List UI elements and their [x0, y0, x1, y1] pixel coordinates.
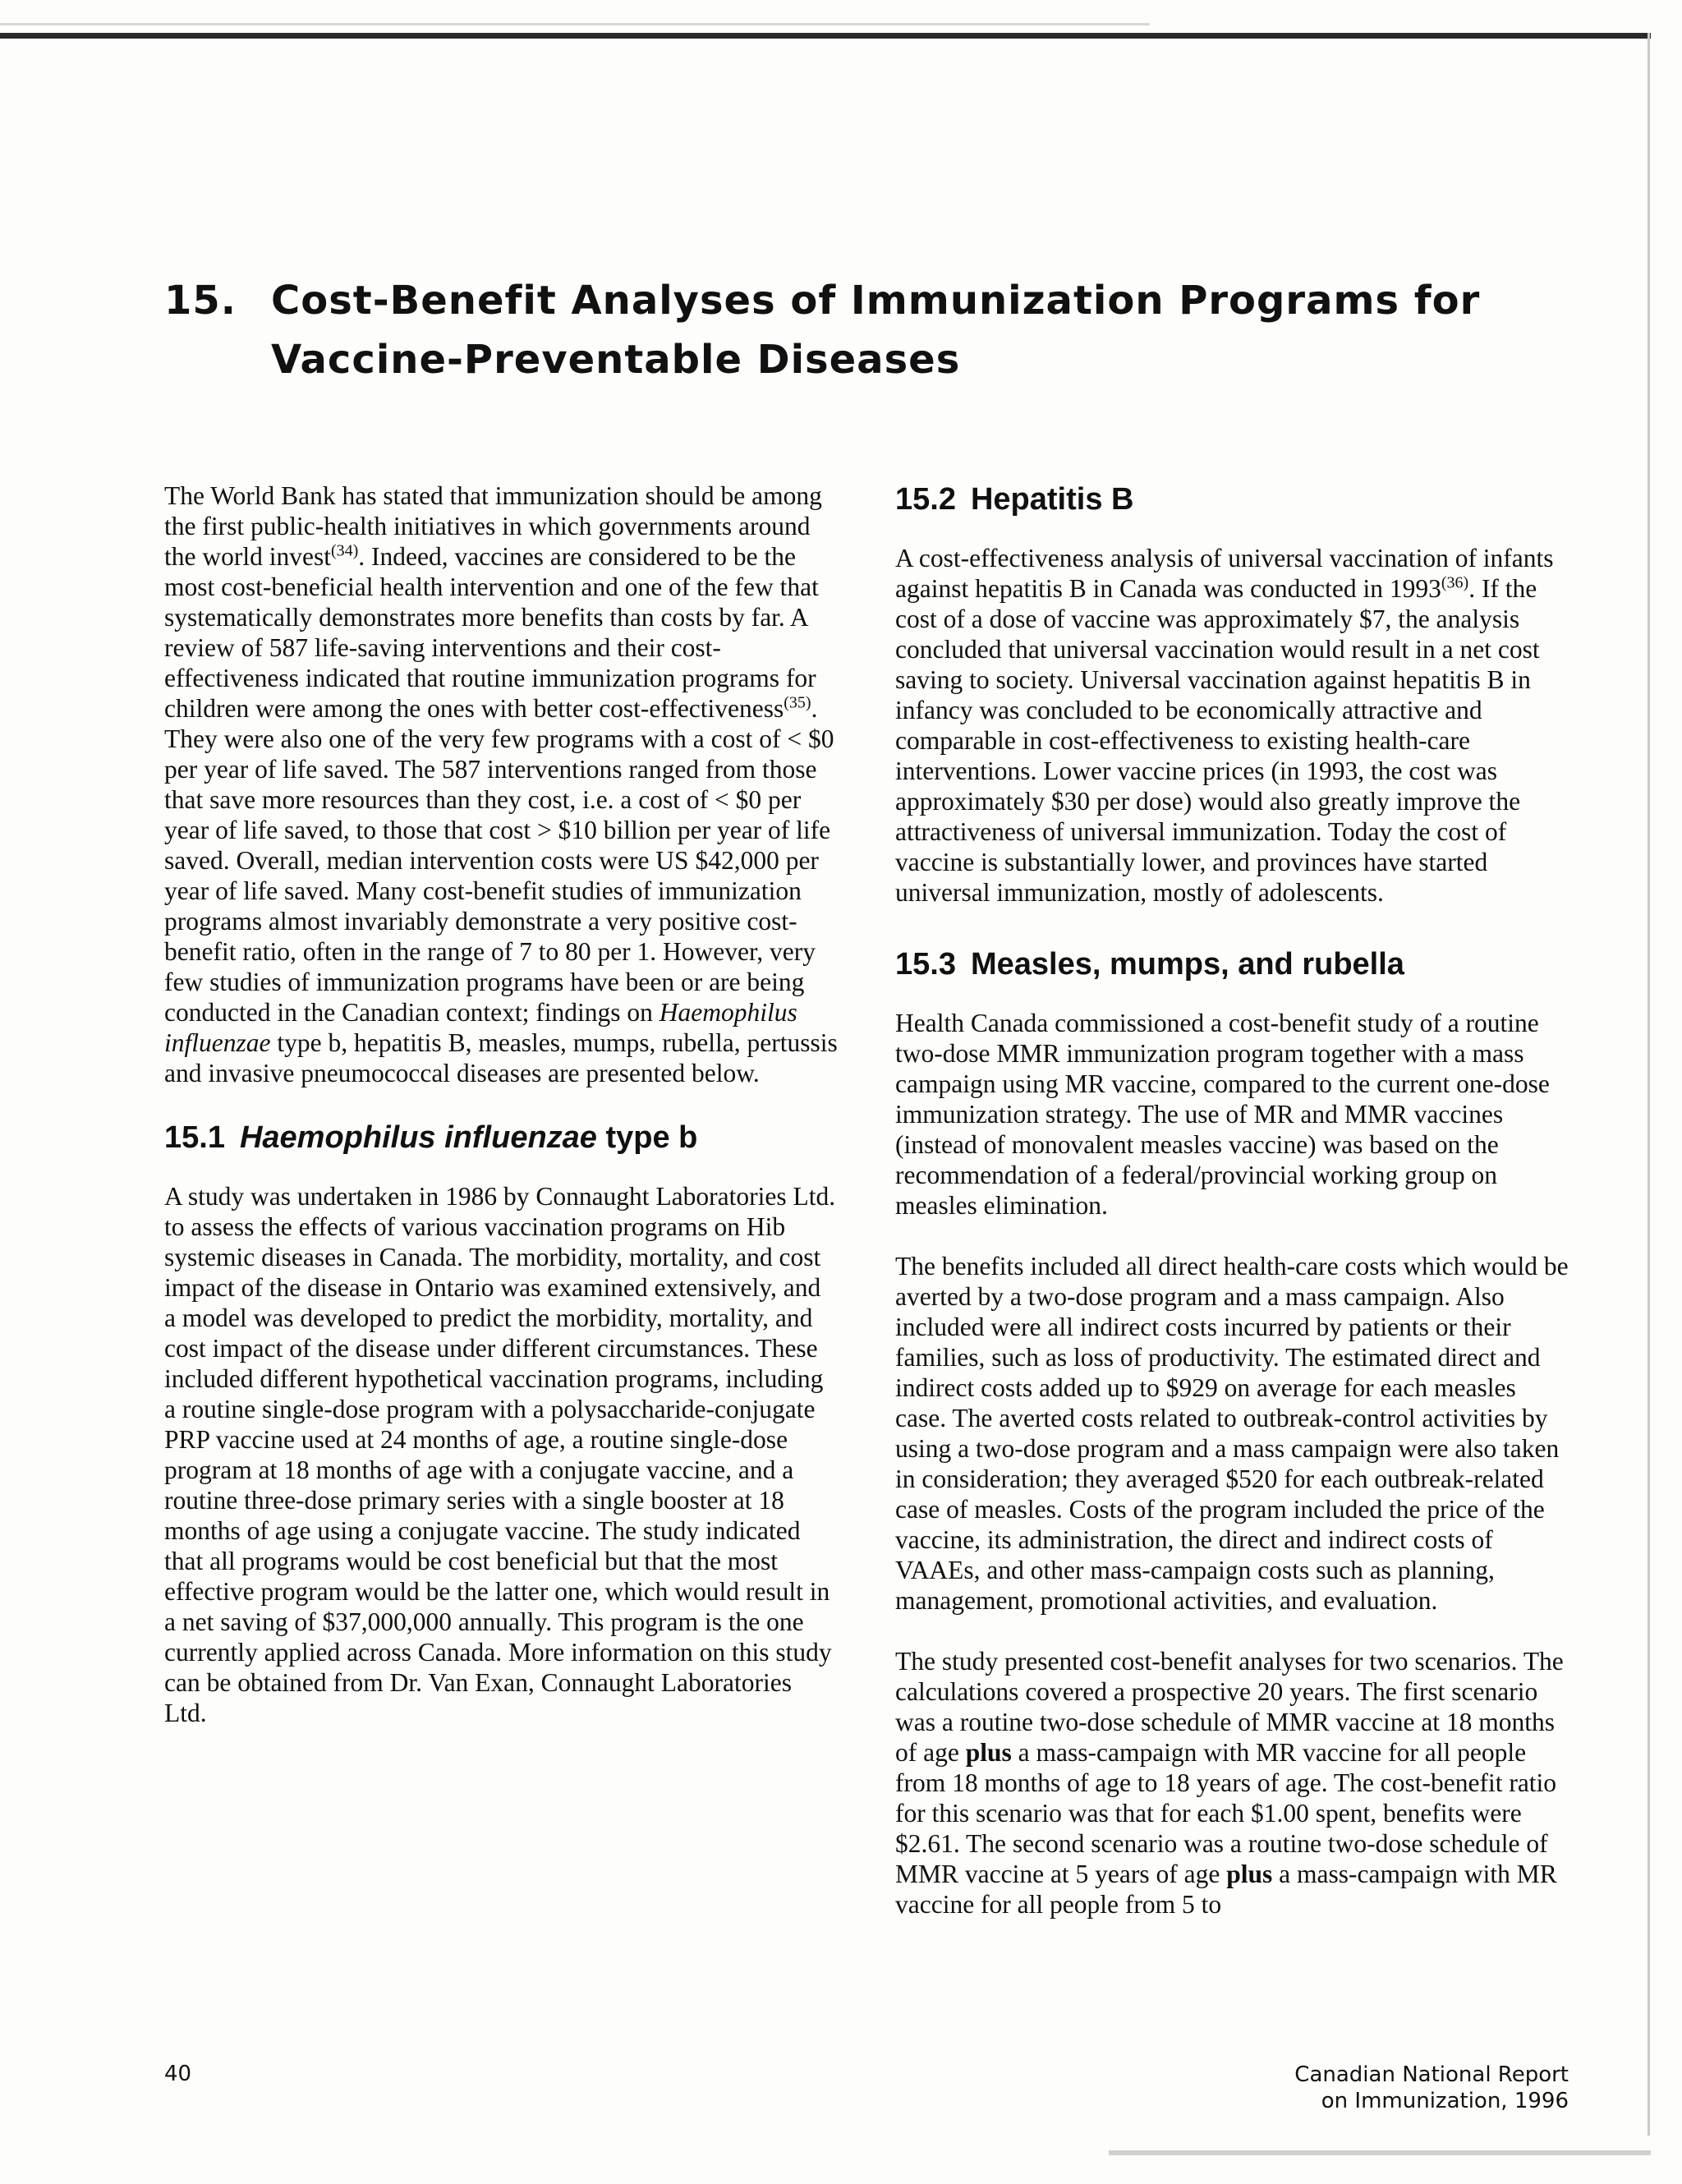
section-15-2-paragraph: A cost-effectiveness analysis of universal vaccination of infants against hepatitis B in Canada was conducted in 1993$^{(36)}$. If the cost of a dose of vaccine was approximately $7, the analysis concluded that universal vaccination would result in a net cost saving to society. Universal vaccination against hepatitis B in infancy was concluded to be economically attractive and comparable in cost-effectiveness to existing health-care interventions. Lower vaccine prices (in 1993, the cost was approximately $30 per dose) would also greatly improve the attractiveness of universal immunization. Today the cost of vaccine is substantially lower, and provinces have started universal immunization, mostly of adolescents.: [895, 544, 1554, 907]
section-15-3-paragraph-1: Health Canada commissioned a cost-benefit study of a routine two-dose MMR immunization program together with a mass campaign using MR vaccine, compared to the current one-dose immunization strategy. The use of MR and MMR vaccines (instead of monovalent measles vaccine) was based on the recommendation of a federal/provincial working group on measles elimination.: [895, 1009, 1550, 1220]
publication-footer: [1068, 2062, 1569, 2114]
chapter-title-line1: Cost-Benefit Analyses of Immunization Programs for: [271, 278, 1481, 324]
intro-paragraph: The World Bank has stated that immunization should be among the first public-health initiatives in which governments around the world invest$^{(34)}$. Indeed, vaccines are considered to be the most cost-beneficial health intervention and one of the few that systematically demonstrates more benefits than costs by far. A review of 587 life-saving interventions and their cost-effectiveness indicated that routine immunization programs for children were among the ones with better cost-effectiveness$^{(35)}$. They were also one of the very few programs with a cost of < $0 per year of life saved. The 587 interventions ranged from those that save more resources than they cost, i.e. a cost of < $0 per year of life saved, to those that cost > $10 billion per year of life saved. Overall, median intervention costs were US $42,000 per year of life saved. Many cost-benefit studies of immunization programs almost invariably demonstrate a very positive cost-benefit ratio, often in the range of 7 to 80 per 1. However, very few studies of immunization programs have been or are being conducted in the Canadian context; findings on Haemophilus influenzae type b, hepatitis B, measles, mumps, rubella, pertussis and invasive pneumococcal diseases are presented below.: [164, 481, 838, 1087]
top-rule-faint: [0, 23, 1150, 25]
left-column: [164, 480, 838, 1759]
section-heading-15-2: 15.2 Hepatitis B: [895, 482, 1134, 517]
chapter-title-line2: Vaccine-Preventable Diseases: [271, 337, 961, 383]
citation-34: (34): [330, 541, 359, 560]
section-heading-15-3: 15.3 Measles, mumps, and rubella: [895, 947, 1404, 982]
top-rule: [0, 33, 1651, 39]
publication-line-2: on Immunization, 1996: [1321, 2089, 1569, 2113]
page-number: 40: [164, 2062, 192, 2086]
publication-line-1: Canadian National Report: [1294, 2062, 1569, 2087]
chapter-title: [164, 271, 1560, 389]
section-15-1-paragraph: A study was undertaken in 1986 by Connaught Laboratories Ltd. to assess the effects of various vaccination programs on Hib systemic diseases in Canada. The morbidity, mortality, and cost impact of the disease in Ontario was examined extensively, and a model was developed to predict the morbidity, mortality, and cost impact of the disease under different circumstances. These included different hypothetical vaccination programs, including a routine single-dose program with a polysaccharide-conjugate PRP vaccine used at 24 months of age, a routine single-dose program at 18 months of age with a conjugate vaccine, and a routine three-dose primary series with a single booster at 18 months of age using a conjugate vaccine. The study indicated that all programs would be cost beneficial but that the most effective program would be the latter one, which would result in a net saving of $37,000,000 annually. This program is the one currently applied across Canada. More information on this study can be obtained from Dr. Van Exan, Connaught Laboratories Ltd.: [164, 1182, 836, 1727]
citation-36: (36): [1441, 573, 1469, 592]
section-heading-15-1: 15.1 Haemophilus influenzae type b: [164, 1120, 698, 1155]
page-edge-right: [1648, 33, 1650, 2136]
citation-35: (35): [784, 693, 811, 712]
section-15-3-paragraph-3: The study presented cost-benefit analyses for two scenarios. The calculations covered a prospective 20 years. The first scenario was a routine two-dose schedule of MMR vaccine at 18 months of age plus a mass-campaign with MR vaccine for all people from 18 months of age to 18 years of age. The cost-benefit ratio for this scenario was that for each $1.00 spent, benefits were $2.61. The second scenario was a routine two-dose schedule of MMR vaccine at 5 years of age plus a mass-campaign with MR vaccine for all people from 5 to: [895, 1647, 1564, 1919]
section-15-3-paragraph-2: The benefits included all direct health-care costs which would be averted by a two-dose program and a mass campaign. Also included were all indirect costs incurred by patients or their families, such as loss of productivity. The estimated direct and indirect costs added up to $929 on average for each measles case. The averted costs related to outbreak-control activities by using a two-dose program and a mass campaign were also taken in consideration; they averaged $520 for each outbreak-related case of measles. Costs of the program included the price of the vaccine, its administration, the direct and indirect costs of VAAEs, and other mass-campaign costs such as planning, management, promotional activities, and evaluation.: [895, 1252, 1569, 1615]
chapter-number: 15.: [164, 278, 237, 324]
right-column: [895, 480, 1569, 1950]
page-edge-bottom: [1109, 2150, 1651, 2155]
